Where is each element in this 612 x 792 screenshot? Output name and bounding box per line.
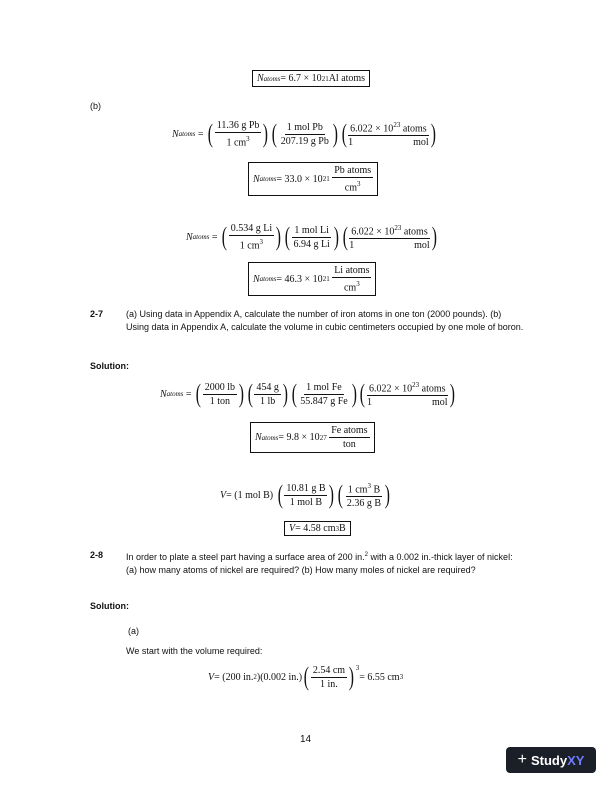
factor: ( $\frac{\text{1 mol Fe}}{\text{55.847 g Fe}}$ ) bbox=[291, 379, 357, 409]
numerator: Fe atoms bbox=[331, 425, 368, 436]
exponent: 23 bbox=[394, 224, 402, 232]
equation-boron-volume bbox=[220, 481, 392, 509]
factor: ( $6.022 \times 10^{23}$ atoms 1 mol ) bbox=[341, 119, 436, 149]
eq-lhs-sub: atoms bbox=[263, 74, 281, 83]
eq-exp: 27 bbox=[319, 433, 327, 442]
denominator: 2.36 g B bbox=[346, 498, 381, 510]
eq-lhs: N bbox=[172, 128, 179, 140]
eq-result: = 6.55 cm bbox=[359, 671, 400, 683]
factor: ( $\frac{454 g}{1 lb}$ ) bbox=[247, 379, 288, 409]
eq-unit: B bbox=[338, 523, 346, 534]
denominator: 207.19 g Pb bbox=[280, 135, 329, 147]
denominator: 1 in. bbox=[320, 678, 338, 690]
page-number: 14 bbox=[300, 734, 312, 745]
problem-text-2-8 bbox=[126, 549, 526, 577]
numerator: 11.36 g Pb bbox=[216, 120, 260, 131]
exponent: 3 bbox=[357, 180, 361, 188]
numerator: 6.022 × 10 bbox=[350, 123, 394, 135]
factor: ( $\frac{\text{1 mol Pb}}{\text{207.19 g Pb}}$ ) bbox=[271, 119, 338, 149]
denominator: 1 lb bbox=[259, 395, 276, 407]
problem-text-2-7: (a) Using data in Appendix A, calculate the number of iron atoms in one ton (2000 pounds). (b) Using data in Appendix A, calculate the volume in cubic centimeters occupied by one mole of boron. bbox=[126, 309, 524, 332]
problem-number-2-7: 2-7 bbox=[90, 309, 104, 319]
result-box-fe-atoms bbox=[250, 422, 375, 453]
numerator-unit: atoms bbox=[401, 226, 428, 238]
factor: ( $6.022 \times 10^{23}$ atoms 1 mol ) bbox=[360, 379, 455, 409]
factor: ( $\frac{2.54 cm}{1 in.}$ ) bbox=[303, 662, 354, 691]
numerator: 1 mol Pb bbox=[286, 121, 323, 133]
problem-number-2-8: 2-8 bbox=[90, 550, 104, 560]
numerator: Pb atoms bbox=[334, 165, 372, 176]
exponent: 23 bbox=[412, 381, 420, 389]
outer-exponent: 3 bbox=[355, 664, 360, 672]
eq-unit: Al atoms bbox=[328, 73, 366, 84]
denominator: 6.94 g Li bbox=[293, 238, 330, 250]
denominator: cm bbox=[343, 282, 357, 294]
factor: ( $\frac{\text{0.534 g Li}}{1 cm^3}$ ) bbox=[221, 222, 282, 252]
exponent: 3 bbox=[356, 280, 360, 288]
factor: ( $\frac{1 cm^3 B}{\text{2.36 g B}}$ ) bbox=[337, 480, 390, 510]
result-box-pb-atoms bbox=[248, 162, 378, 196]
denominator: 1 bbox=[367, 397, 373, 409]
numerator: 2000 lb bbox=[204, 381, 235, 393]
denominator: 1 ton bbox=[209, 395, 230, 407]
numerator: 6.022 × 10 bbox=[351, 226, 395, 238]
eq-exp: 21 bbox=[322, 275, 330, 284]
eq-exp: 21 bbox=[321, 74, 329, 83]
denominator: ton bbox=[342, 439, 356, 450]
exponent: 2 bbox=[253, 673, 257, 681]
studyxy-logo[interactable] bbox=[506, 747, 596, 773]
numerator-unit: atoms bbox=[419, 383, 446, 395]
eq-lhs: V bbox=[208, 671, 215, 683]
result-box-li-atoms bbox=[248, 262, 376, 296]
intro-line: We start with the volume required: bbox=[126, 646, 263, 656]
result-box-boron-volume bbox=[284, 521, 351, 536]
factor: ( $6.022 \times 10^{23}$ atoms 1 mol ) bbox=[342, 222, 437, 252]
eq-text: = 33.0 × 10 bbox=[276, 173, 323, 185]
numerator: 1 mol Li bbox=[294, 224, 329, 236]
eq-exp: 21 bbox=[322, 175, 330, 184]
denominator: 55.847 g Fe bbox=[300, 395, 348, 407]
exponent: 2 bbox=[364, 552, 368, 558]
denominator: 1 cm bbox=[239, 240, 260, 252]
factor: ( $\frac{\text{11.36 g Pb}}{1 cm^3}$ ) bbox=[207, 119, 269, 149]
eq-text: = 46.3 × 10 bbox=[276, 273, 323, 285]
denominator: 1 bbox=[349, 240, 355, 252]
denominator-unit: mol bbox=[432, 397, 448, 409]
exponent: 3 bbox=[259, 238, 264, 246]
eq-lhs: N bbox=[160, 388, 167, 400]
equation-nickel-volume bbox=[208, 664, 403, 690]
numerator: 1 cm bbox=[347, 484, 368, 496]
eq-text: = 6.7 × 10 bbox=[280, 73, 322, 84]
eq-lhs: V bbox=[220, 489, 227, 501]
eq-lhs: N bbox=[257, 73, 264, 84]
eq-lhs: N bbox=[253, 273, 260, 285]
numerator: 454 g bbox=[256, 381, 279, 393]
equation-li-atoms: N atoms = ( $\frac{\text{0.534 g Li}}{1 cm^3}$ ) ( $\frac{\text{1 mol Li}}{\text{6.94 g Li}}$ ) ( $6.022 \times 10^{23}$ atoms 1 mol ) bbox=[186, 222, 437, 252]
equation-fe-atoms: N atoms = ( $\frac{2000 lb}{\text{1 ton}}$ ) ( $\frac{454 g}{1 lb}$ ) ( $\frac{\text{1 mol Fe}}{\text{55.847 g Fe}}$ ) ( $6.022 \times 10^{23}$ atoms 1 mol ) bbox=[160, 379, 455, 409]
denominator-unit: mol bbox=[414, 240, 430, 252]
equation-pb-atoms: N atoms = ( $\frac{\text{11.36 g Pb}}{1 cm^3}$ ) ( $\frac{\text{1 mol Pb}}{\text{207.19 g Pb}}$ ) ( $6.022 \times 10^{23}$ atoms 1 mol ) bbox=[172, 119, 436, 149]
denominator: 1 cm bbox=[226, 137, 247, 149]
eq-lhs: V bbox=[289, 523, 296, 534]
numerator: 2.54 cm bbox=[312, 664, 346, 676]
exponent: 3 bbox=[246, 135, 250, 143]
eq-text: = 4.58 cm bbox=[295, 523, 336, 534]
logo-text-xy: XY bbox=[567, 752, 585, 768]
eq-lhs: N bbox=[253, 173, 260, 185]
eq-lhs: N bbox=[255, 432, 262, 443]
factor: ( $\frac{\text{10.81 g B}}{\text{1 mol B}}$ ) bbox=[277, 480, 335, 510]
numerator: 6.022 × 10 bbox=[369, 383, 413, 395]
eq-result-exp: 3 bbox=[399, 673, 404, 681]
numerator: 1 mol Fe bbox=[306, 381, 342, 393]
problem-text-b: with a 0.002 in.-thick layer of nickel: (a) how many atoms of nickel are required? (b) How many moles of nickel are required? bbox=[126, 552, 513, 575]
exponent: 3 bbox=[367, 482, 371, 490]
solution-label-2: Solution: bbox=[90, 601, 129, 611]
result-box-al-atoms bbox=[252, 70, 370, 87]
numerator-unit: B bbox=[370, 484, 381, 496]
denominator: cm bbox=[344, 182, 358, 194]
denominator: 1 mol B bbox=[289, 496, 323, 508]
eq-lhs: N bbox=[186, 231, 193, 243]
solution-label: Solution: bbox=[90, 361, 129, 371]
eq-lhs-sub: atoms bbox=[166, 390, 184, 399]
logo-text-study: Study bbox=[530, 752, 568, 768]
numerator: 10.81 g B bbox=[286, 482, 326, 494]
denominator-unit: mol bbox=[413, 137, 429, 149]
eq-text-b: )(0.002 in.) bbox=[256, 671, 303, 683]
factor: ( $\frac{\text{1 mol Li}}{\text{6.94 g Li}}$ ) bbox=[284, 222, 339, 252]
eq-lhs-sub: atoms bbox=[192, 233, 210, 242]
denominator: 1 bbox=[348, 137, 354, 149]
eq-text: = 9.8 × 10 bbox=[278, 432, 320, 443]
part-b-label: (b) bbox=[90, 101, 101, 111]
plus-icon: + bbox=[517, 751, 527, 768]
eq-text-a: = (200 in. bbox=[214, 671, 254, 683]
numerator: 0.534 g Li bbox=[230, 223, 273, 234]
numerator-unit: atoms bbox=[400, 123, 427, 135]
numerator: Li atoms bbox=[334, 265, 370, 276]
eq-lhs-sub: atoms bbox=[178, 130, 196, 139]
eq-lhs-sub: atoms bbox=[259, 175, 277, 184]
problem-text-a: In order to plate a steel part having a surface area of 200 in. bbox=[126, 552, 365, 562]
part-a-label: (a) bbox=[128, 626, 139, 636]
exponent: 23 bbox=[393, 121, 401, 129]
factor: ( $\frac{2000 lb}{\text{1 ton}}$ ) bbox=[195, 379, 244, 409]
eq-exp: 3 bbox=[335, 524, 339, 533]
eq-lhs-sub: atoms bbox=[261, 433, 279, 442]
eq-lhs-sub: atoms bbox=[259, 275, 277, 284]
eq-text: = (1 mol B) bbox=[226, 489, 274, 501]
